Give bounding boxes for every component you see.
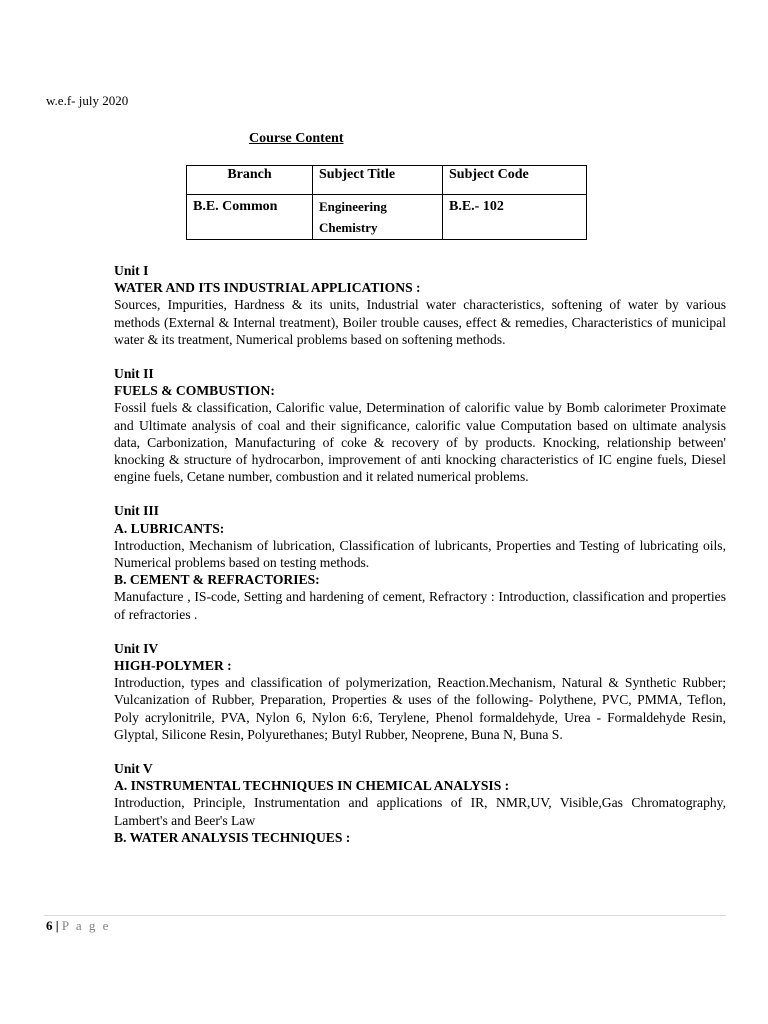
unit-text-a: Introduction, Principle, Instrumentation and applications of IR, NMR,UV, Visible,Gas Chromatography, Lambert's and Beer's Law (114, 795, 726, 828)
unit-heading: WATER AND ITS INDUSTRIAL APPLICATIONS : (114, 280, 421, 296)
footer-separator: | (52, 918, 62, 933)
unit-heading-a: A. INSTRUMENTAL TECHNIQUES IN CHEMICAL ANALYSIS : (114, 778, 510, 794)
course-content-title: Course Content (249, 131, 344, 146)
unit-text-b: Manufacture , IS-code, Setting and hardening of cement, Refractory : Introduction, classification and properties of refractories . (114, 589, 726, 622)
header-subject-code: Subject Code (443, 166, 587, 195)
page-footer (46, 918, 110, 934)
unit-label: Unit III (114, 503, 159, 519)
cell-branch: B.E. Common (187, 195, 313, 240)
unit-label: Unit V (114, 761, 153, 777)
unit-heading-a: A. LUBRICANTS: (114, 520, 225, 536)
unit-text: Fossil fuels & classification, Calorific value, Determination of calorific value by Bomb calorimeter Proximate and Ultimate analysis of coal and their significance, calorific value Computation based on ultimate analysis data, Carbonization, Manufacturing of coke & recovery of by products. Knocking, relationship between' knocking & structure of hydrocarbon, improvement of anti knocking characteristics of IC engine fuels, Diesel engine fuels, Cetane number, combustion and it related numerical problems. (114, 400, 726, 485)
page-number: 6 (46, 918, 53, 933)
unit-heading: HIGH-POLYMER : (114, 658, 232, 674)
effective-date: w.e.f- july 2020 (46, 93, 129, 108)
unit-5 (114, 760, 726, 846)
table-row (187, 195, 587, 240)
unit-4 (114, 640, 726, 743)
header-subject-title: Subject Title (313, 166, 443, 195)
unit-1 (114, 262, 726, 348)
cell-subject-code: B.E.- 102 (443, 195, 587, 240)
table-header-row (187, 166, 587, 195)
subject-title-line2: Chemistry (319, 220, 378, 235)
unit-heading: FUELS & COMBUSTION: (114, 383, 275, 399)
cell-subject-title (313, 195, 443, 240)
unit-label: Unit IV (114, 640, 159, 656)
unit-heading-b: B. WATER ANALYSIS TECHNIQUES : (114, 829, 351, 845)
unit-label: Unit I (114, 263, 149, 278)
subject-title-line1: Engineering (319, 199, 387, 214)
page-label: P a g e (61, 918, 111, 933)
subject-info-table (186, 165, 587, 240)
unit-3 (114, 502, 726, 622)
unit-2 (114, 365, 726, 485)
header-branch: Branch (187, 166, 313, 195)
syllabus-content (114, 262, 726, 863)
unit-text-a: Introduction, Mechanism of lubrication, Classification of lubricants, Properties and Testing of lubricating oils, Numerical problems based on testing methods. (114, 537, 726, 571)
unit-text: Introduction, types and classification of polymerization, Reaction.Mechanism, Natural & Synthetic Rubber; Vulcanization of Rubber, Preparation, Properties & uses of the following- Polythene, PVC, PMMA, Teflon, Poly acrylonitrile, PVA, Nylon 6, Nylon 6:6, Terylene, Phenol formaldehyde, Urea - Formaldehyde Resin, Glyptal, Silicone Resin, Polyurethanes; Butyl Rubber, Neoprene, Buna N, Buna S. (114, 675, 726, 742)
unit-heading-b: B. CEMENT & REFRACTORIES: (114, 572, 320, 588)
unit-label: Unit II (114, 366, 154, 382)
footer-divider (44, 915, 726, 916)
unit-text: Sources, Impurities, Hardness & its units, Industrial water characteristics, softening of water by various methods (External & Internal treatment), Boiler trouble causes, effect & remedies, Characteristics of municipal water & its treatment, Numerical problems based on softening methods. (114, 297, 726, 347)
